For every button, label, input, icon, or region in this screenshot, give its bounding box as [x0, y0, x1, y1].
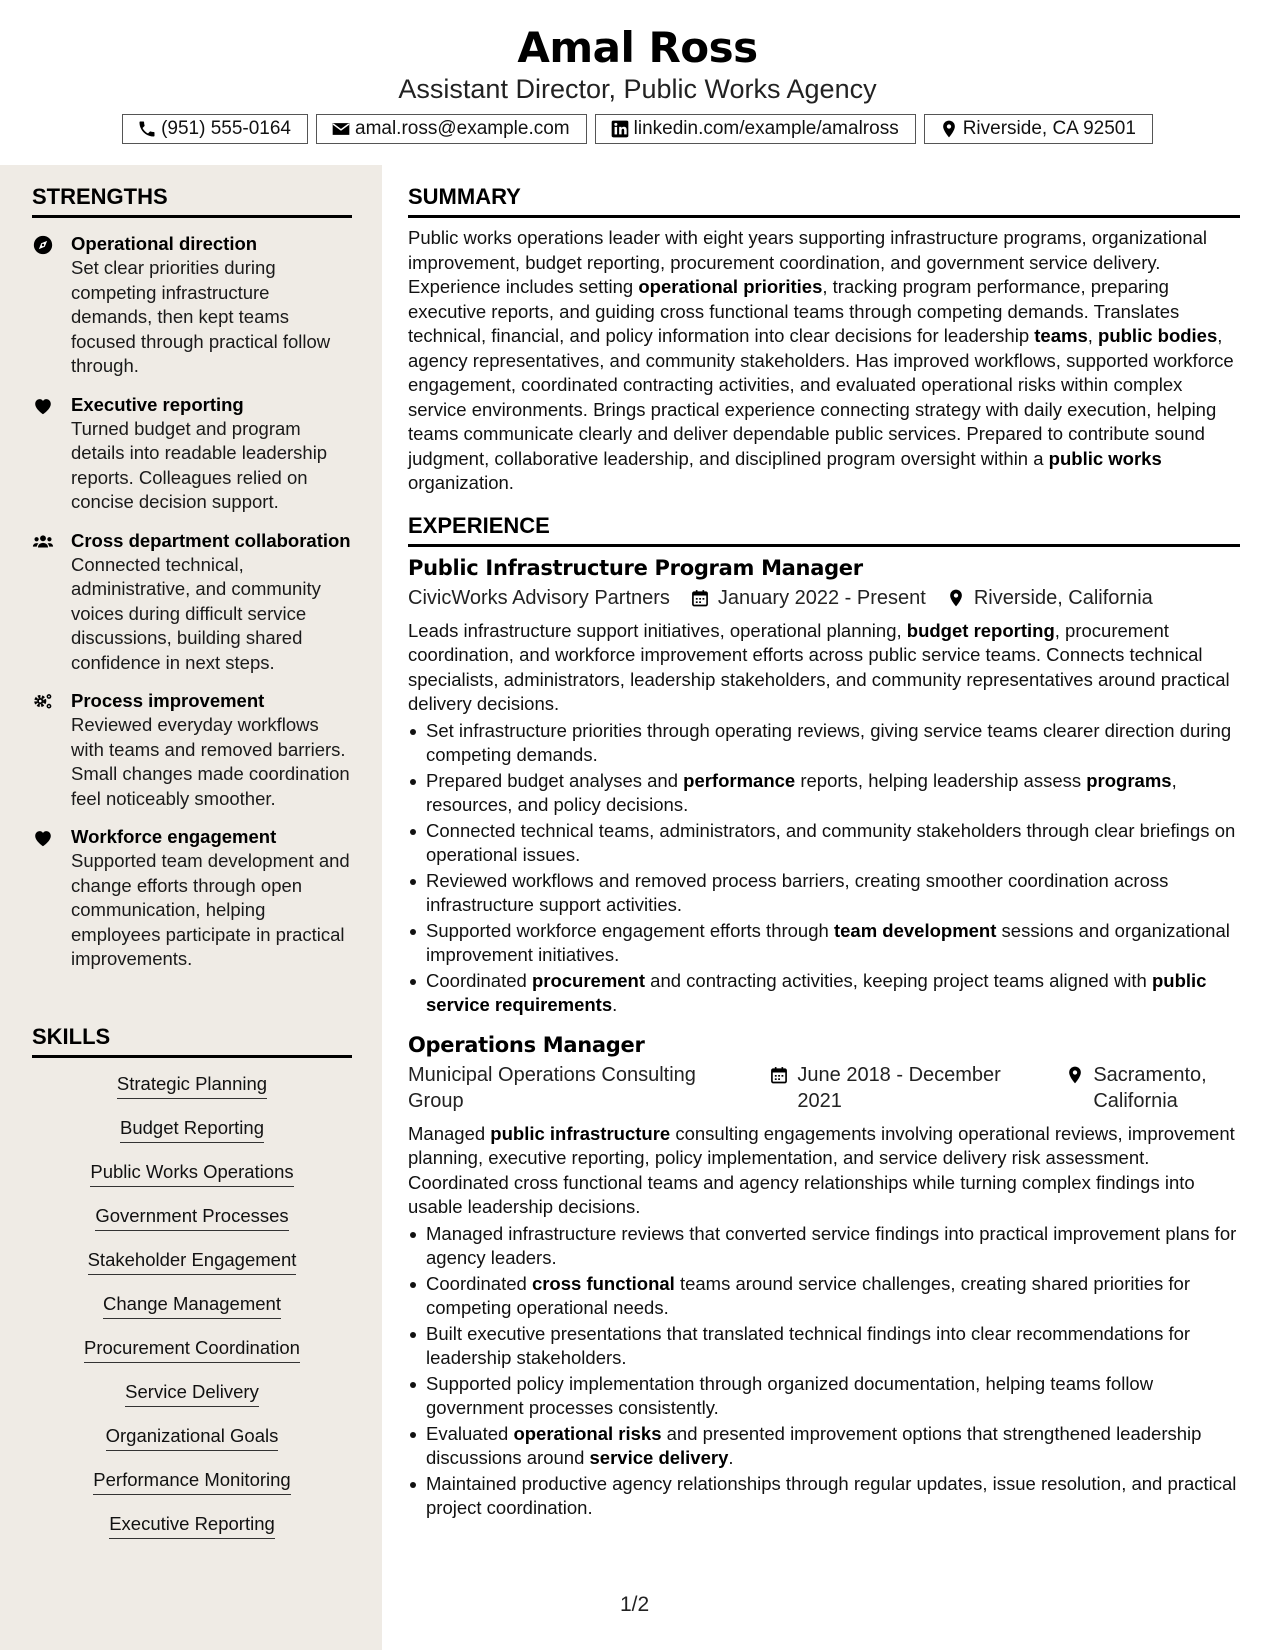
page-number: 1/2 [620, 1593, 650, 1616]
resume-header [0, 0, 1275, 165]
candidate-title: Assistant Director, Public Works Agency [398, 74, 877, 104]
strength-desc: Supported team development and change efforts through open communication, helping employees participate in practical improvements. [71, 850, 350, 969]
job-bullets [408, 719, 1240, 1018]
experience-section [408, 512, 1240, 1521]
job-bullet: Set infrastructure priorities through operating reviews, giving service teams clearer direction during competing demands. [408, 719, 1240, 768]
strength-title: Executive reporting [71, 393, 244, 415]
map-pin-icon [939, 119, 959, 139]
contact-location[interactable] [924, 114, 1153, 144]
strengths-section [32, 183, 352, 972]
skill-tag: Public Works Operations [90, 1160, 293, 1187]
emphasis-text: public bodies [1098, 325, 1218, 346]
strength-item [32, 529, 352, 676]
strength-item [32, 393, 352, 515]
job-bullet: Coordinated cross functional teams around service challenges, creating shared priorities for competing operational needs. [408, 1272, 1240, 1321]
users-icon [32, 531, 54, 553]
job-dates: June 2018 - December 2021 [797, 1063, 1001, 1112]
job-company: CivicWorks Advisory Partners [408, 586, 670, 609]
emphasis-text: operational priorities [638, 276, 823, 297]
emphasis-text: team development [833, 919, 997, 941]
strength-title: Cross department collaboration [71, 529, 351, 551]
skills-list [32, 1072, 352, 1539]
summary-text: Public works operations leader with eight years supporting infrastructure programs, organizational improvement, budget reporting, procurement coordination, and government service delivery. Experience includes setting operational priorities, tracking program performance, preparing executive reports, and guiding cross functional teams through competing demands. Translates technical, financial, and policy information into clear decisions for leadership teams, public bodies, agency representatives, and community stakeholders. Has improved workflows, supported workforce engagement, coordinated contracting activities, and evaluated operational risks within complex service environments. Brings practical experience connecting strategy with daily execution, helping teams communicate clearly and deliver dependable public services. Prepared to contribute sound judgment, collaborative leadership, and disciplined program oversight within a public works organization. [408, 227, 1234, 493]
emphasis-text: service delivery [589, 1447, 729, 1468]
gears-icon [32, 691, 54, 713]
emphasis-text: operational risks [513, 1422, 662, 1444]
skills-heading: SKILLS [32, 1023, 352, 1058]
strength-desc: Reviewed everyday workflows with teams and removed barriers. Small changes made coordination feel noticeably smoother. [71, 714, 350, 809]
job-bullet: Connected technical teams, administrators, and community stakeholders through clear briefings on operational issues. [408, 819, 1240, 868]
job-location: Riverside, California [973, 586, 1153, 609]
emphasis-text: programs [1086, 769, 1172, 791]
main-content [408, 165, 1240, 1522]
experience-heading: EXPERIENCE [408, 512, 1240, 547]
map-pin-icon [1065, 1065, 1085, 1085]
strength-desc: Connected technical, administrative, and community voices during difficult service discussions, building shared confidence in next steps. [71, 553, 321, 673]
job-description: Leads infrastructure support initiatives, operational planning, budget reporting, procurement coordination, and workforce improvement efforts across public service teams. Connects technical specialists, administrators, leadership stakeholders, and community representatives around practical delivery decisions. [408, 619, 1230, 714]
skills-section [32, 1023, 352, 1556]
contact-bar [0, 114, 1275, 144]
job-entry [408, 1030, 1240, 1521]
compass-icon [32, 234, 54, 256]
contact-phone[interactable] [122, 114, 308, 144]
skill-tag: Executive Reporting [109, 1512, 275, 1539]
skill-tag: Government Processes [95, 1204, 288, 1231]
contact-email[interactable] [316, 114, 587, 144]
skill-tag: Strategic Planning [117, 1072, 267, 1099]
calendar-icon [769, 1065, 789, 1085]
job-bullet: Evaluated operational risks and presented improvement options that strengthened leadership discussions around service delivery. [408, 1422, 1240, 1471]
skill-tag: Organizational Goals [106, 1424, 279, 1451]
job-meta [408, 1062, 1240, 1114]
contact-phone-text: (951) 555-0164 [161, 118, 291, 139]
strength-desc: Set clear priorities during competing infrastructure demands, then kept teams focused through practical follow through. [71, 257, 331, 376]
calendar-icon [690, 588, 710, 608]
heart-icon [32, 395, 54, 417]
skill-tag: Stakeholder Engagement [88, 1248, 297, 1275]
linkedin-icon [610, 119, 630, 139]
job-location: Sacramento, California [1093, 1063, 1207, 1112]
emphasis-text: public infrastructure [490, 1122, 671, 1144]
skill-tag: Change Management [103, 1292, 281, 1319]
job-meta [408, 585, 1240, 611]
emphasis-text: budget reporting [906, 619, 1055, 641]
skill-tag: Performance Monitoring [93, 1468, 290, 1495]
emphasis-text: public works [1048, 447, 1162, 469]
emphasis-text: procurement [531, 969, 646, 991]
emphasis-text: public service requirements [426, 969, 1207, 1015]
job-entry [408, 553, 1240, 1018]
strength-title: Operational direction [71, 233, 258, 254]
job-dates: January 2022 - Present [717, 586, 926, 609]
contact-linkedin-text: linkedin.com/example/amalross [633, 118, 899, 139]
summary-heading: SUMMARY [408, 183, 1240, 218]
job-bullet: Maintained productive agency relationships through regular updates, issue resolution, and practical project coordination. [408, 1472, 1240, 1521]
emphasis-text: teams [1034, 325, 1088, 346]
job-bullet: Built executive presentations that translated technical findings into clear recommendations for leadership stakeholders. [408, 1322, 1240, 1371]
job-bullet: Managed infrastructure reviews that converted service findings into practical improvement plans for agency leaders. [408, 1222, 1240, 1271]
skill-tag: Procurement Coordination [84, 1336, 300, 1363]
job-bullet: Supported workforce engagement efforts through team development sessions and organizational improvement initiatives. [408, 919, 1240, 968]
strength-item [32, 825, 352, 972]
summary-section [408, 183, 1240, 496]
strength-item [32, 232, 352, 379]
phone-icon [137, 119, 157, 139]
contact-email-text: amal.ross@example.com [355, 118, 570, 139]
job-bullet: Prepared budget analyses and performance reports, helping leadership assess programs, resources, and policy decisions. [408, 769, 1240, 818]
strengths-heading: STRENGTHS [32, 183, 352, 218]
strength-title: Process improvement [71, 690, 265, 711]
emphasis-text: cross functional [531, 1272, 675, 1294]
job-company: Municipal Operations Consulting Group [408, 1063, 696, 1112]
skill-tag: Budget Reporting [120, 1116, 264, 1143]
emphasis-text: performance [683, 769, 796, 791]
contact-location-text: Riverside, CA 92501 [962, 118, 1136, 139]
strength-desc: Turned budget and program details into readable leadership reports. Colleagues relied on concise decision support. [71, 417, 328, 512]
sidebar [0, 165, 382, 1650]
job-bullet: Reviewed workflows and removed process barriers, creating smoother coordination across infrastructure support activities. [408, 869, 1240, 918]
map-pin-icon [946, 588, 966, 608]
strength-title: Workforce engagement [71, 826, 277, 847]
job-bullets [408, 1222, 1240, 1521]
job-bullet: Coordinated procurement and contracting activities, keeping project teams aligned with public service requirements. [408, 969, 1240, 1018]
skill-tag: Service Delivery [125, 1380, 259, 1407]
envelope-icon [331, 119, 351, 139]
job-title: Operations Manager [408, 1032, 645, 1057]
heart-icon [32, 827, 54, 849]
candidate-name: Amal Ross [517, 23, 758, 72]
strength-item [32, 689, 352, 811]
job-bullet: Supported policy implementation through organized documentation, helping teams follow government processes consistently. [408, 1372, 1240, 1421]
job-title: Public Infrastructure Program Manager [408, 555, 863, 580]
contact-linkedin[interactable] [595, 114, 916, 144]
job-description: Managed public infrastructure consulting engagements involving operational reviews, improvement planning, executive reporting, policy implementation, and service delivery risk assessment. Coordinated cross functional teams and agency relationships while turning complex findings into usable leadership decisions. [408, 1122, 1235, 1217]
